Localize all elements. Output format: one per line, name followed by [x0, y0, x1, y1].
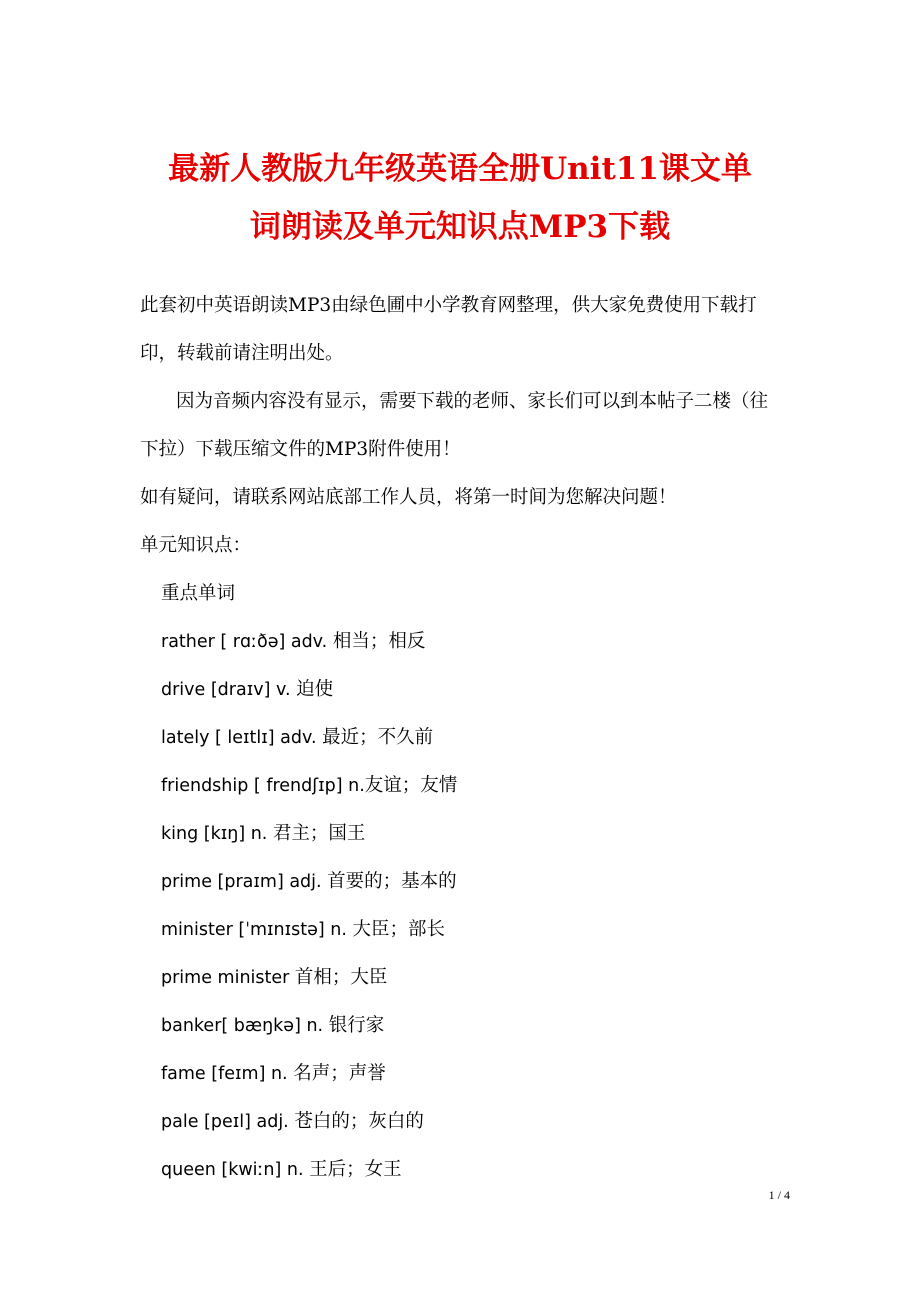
vocab-english: prime minister: [161, 968, 295, 988]
vocab-item: [161, 906, 781, 954]
vocab-english: queen [kwiːn] n.: [161, 1160, 310, 1180]
vocab-english: prime [praɪm] adj.: [161, 872, 328, 892]
vocab-english: pale [peɪl] adj.: [161, 1112, 295, 1132]
vocab-item: [161, 714, 781, 762]
audio-notice-paragraph: 因为音频内容没有显示，需要下载的老师、家长们可以到本帖子二楼（往下拉）下载压缩文件的MP3附件使用！: [140, 391, 769, 460]
vocab-item: [161, 1098, 781, 1146]
vocab-chinese: 首相；大臣: [294, 967, 388, 988]
vocab-english: drive [draɪv] v.: [161, 680, 297, 700]
vocab-chinese: 大臣；部长: [352, 919, 446, 940]
vocabulary-list: [161, 570, 781, 1194]
vocab-chinese: 最近；不久前: [322, 727, 434, 748]
vocab-english: rather [ rɑːðə] adv.: [161, 632, 333, 652]
vocab-english: banker[ bæŋkə] n.: [161, 1016, 329, 1036]
vocab-english: king [kɪŋ] n.: [161, 824, 273, 844]
vocab-english: friendship [ frendʃɪp] n.: [161, 776, 365, 796]
vocab-item: [161, 666, 781, 714]
vocab-item: [161, 954, 781, 1002]
vocab-chinese: 苍白的；灰白的: [294, 1111, 424, 1132]
vocab-chinese: 名声；声誉: [293, 1063, 386, 1084]
contact-paragraph: 如有疑问，请联系网站底部工作人员，将第一时间为您解决问题！: [140, 487, 677, 508]
vocab-english: lately [ leɪtlɪ] adv.: [161, 728, 323, 748]
vocab-chinese: 首要的；基本的: [327, 871, 457, 892]
vocab-chinese: 君主；国王: [272, 823, 366, 844]
title-line-1: 最新人教版九年级英语全册Unit11课文单: [168, 151, 752, 187]
vocab-chinese: 王后；女王: [309, 1159, 402, 1180]
title-line-2: 词朗读及单元知识点MP3下载: [249, 209, 671, 245]
vocab-item: [161, 858, 781, 906]
vocab-item: [161, 1050, 781, 1098]
vocab-chinese: 相当；相反: [332, 631, 426, 652]
vocab-item: [161, 762, 781, 810]
unit-knowledge-label: 单元知识点：: [140, 535, 252, 556]
vocab-item: [161, 1146, 781, 1194]
vocab-item: [161, 810, 781, 858]
vocab-chinese: 银行家: [328, 1015, 385, 1036]
vocab-item: [161, 1002, 781, 1050]
vocab-chinese: 友谊；友情: [364, 775, 458, 796]
page-number: 1 / 4: [768, 1188, 790, 1202]
intro-paragraph: 此套初中英语朗读MP3由绿色圃中小学教育网整理，供大家免费使用下载打印，转载前请注明出处。: [140, 295, 757, 364]
vocab-item: [161, 618, 781, 666]
document-title: [80, 140, 840, 256]
section-heading: 重点单词: [161, 583, 236, 604]
vocab-chinese: 迫使: [296, 679, 334, 700]
vocab-english: minister [ˈmɪnɪstə] n.: [161, 920, 353, 940]
vocab-english: fame [feɪm] n.: [161, 1064, 294, 1084]
